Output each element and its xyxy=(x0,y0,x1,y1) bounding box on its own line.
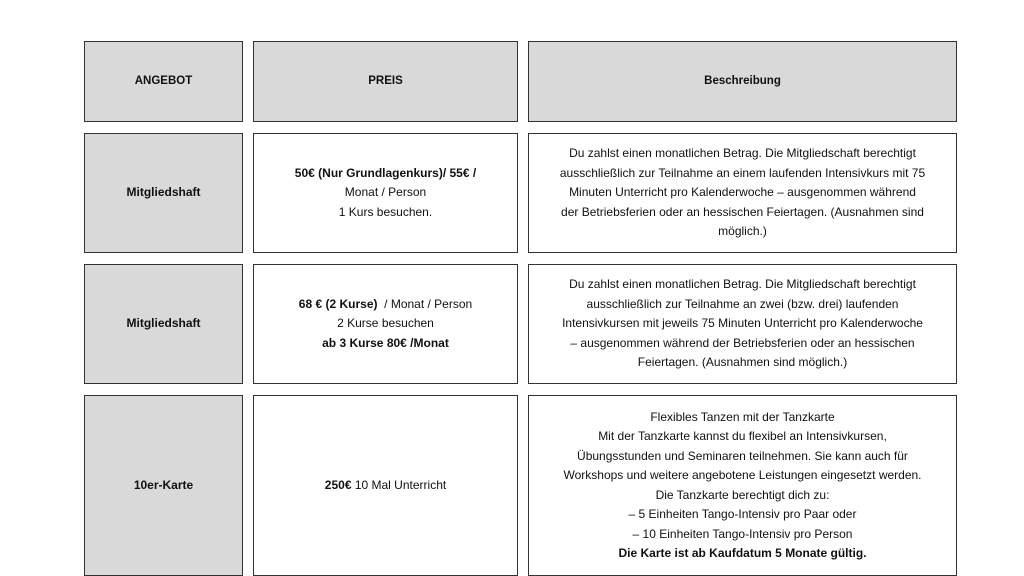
row3-desc-line: Übungsstunden und Seminaren teilnehmen. Sie kann auch für xyxy=(577,448,908,463)
row3-desc-line: – 5 Einheiten Tango-Intensiv pro Paar oder xyxy=(628,507,857,521)
row2-desc-line: Du zahlst einen monatlichen Betrag. Die Mitgliedschaft berechtigt xyxy=(569,277,916,292)
row2-preis xyxy=(253,264,518,384)
row1-preis-line2: Monat / Person xyxy=(344,185,427,200)
row2-angebot xyxy=(84,264,243,384)
row3-desc-line: Workshops und weitere angebotene Leistungen eingesetzt werden. xyxy=(563,468,922,482)
header-angebot xyxy=(84,41,243,122)
row2-preis-line2: 2 Kurse besuchen xyxy=(337,316,434,331)
row2-beschreibung xyxy=(528,264,957,384)
row2-desc-line: ausschließlich zur Teilnahme an zwei (bzw. drei) laufenden xyxy=(586,296,899,311)
row1-desc-line: der Betriebsferien oder an hessischen Feiertagen. (Ausnahmen sind xyxy=(561,204,924,219)
row2-preis-text xyxy=(289,295,482,354)
row3-preis-text xyxy=(315,476,456,496)
header-beschreibung xyxy=(528,41,957,122)
row3-preis-rest: 10 Mal Unterricht xyxy=(351,477,447,492)
row3-desc-line: Die Tanzkarte berechtigt dich zu: xyxy=(655,487,830,502)
row3-desc-line: – 10 Einheiten Tango-Intensiv pro Person xyxy=(632,526,853,541)
row2-preis-line3: ab 3 Kurse 80€ /Monat xyxy=(322,335,449,350)
header-preis xyxy=(253,41,518,122)
row2-preis-line1-bold: 68 € (2 Kurse) xyxy=(298,296,378,311)
row3-preis xyxy=(253,395,518,576)
header-angebot-label: ANGEBOT xyxy=(134,74,193,87)
row1-preis-line3: 1 Kurs besuchen. xyxy=(338,204,433,219)
row1-angebot xyxy=(84,133,243,253)
row1-desc-line: Minuten Unterricht pro Kalenderwoche – ausgenommen während xyxy=(569,185,916,200)
row3-desc-line: Mit der Tanzkarte kannst du flexibel an Intensivkursen, xyxy=(598,429,887,443)
row1-preis-line1: 50€ (Nur Grundlagenkurs)/ 55€ / xyxy=(294,165,477,180)
row3-beschreibung-text xyxy=(553,408,931,564)
row3-angebot-label: 10er-Karte xyxy=(133,477,194,492)
row2-desc-line: Intensivkursen mit jeweils 75 Minuten Unterricht pro Kalenderwoche xyxy=(562,316,923,331)
row1-preis xyxy=(253,133,518,253)
row1-desc-line: ausschließlich zur Teilnahme an einem laufenden Intensivkurs mit 75 xyxy=(559,165,926,180)
header-beschreibung-label: Beschreibung xyxy=(704,74,781,87)
row1-beschreibung-text xyxy=(550,144,935,242)
row1-desc-line: möglich.) xyxy=(718,224,767,239)
row1-beschreibung xyxy=(528,133,957,253)
row1-preis-text xyxy=(285,164,486,223)
row3-desc-bold-line: Die Karte ist ab Kaufdatum 5 Monate gültig. xyxy=(618,546,867,560)
row2-desc-line: Feiertagen. (Ausnahmen sind möglich.) xyxy=(637,355,848,370)
row3-desc-line: Flexibles Tanzen mit der Tanzkarte xyxy=(650,409,835,424)
row3-beschreibung xyxy=(528,395,957,576)
row2-preis-line1-rest: / Monat / Person xyxy=(377,296,473,311)
row2-desc-line: – ausgenommen während der Betriebsferien oder an hessischen xyxy=(570,335,915,350)
row3-preis-bold: 250€ xyxy=(324,477,352,492)
row2-beschreibung-text xyxy=(552,275,933,373)
header-preis-label: PREIS xyxy=(368,74,403,87)
row1-angebot-label: Mitgliedshaft xyxy=(126,185,201,200)
row1-desc-line: Du zahlst einen monatlichen Betrag. Die Mitgliedschaft berechtigt xyxy=(569,146,916,161)
row2-angebot-label: Mitgliedshaft xyxy=(126,316,201,331)
row3-angebot xyxy=(84,395,243,576)
